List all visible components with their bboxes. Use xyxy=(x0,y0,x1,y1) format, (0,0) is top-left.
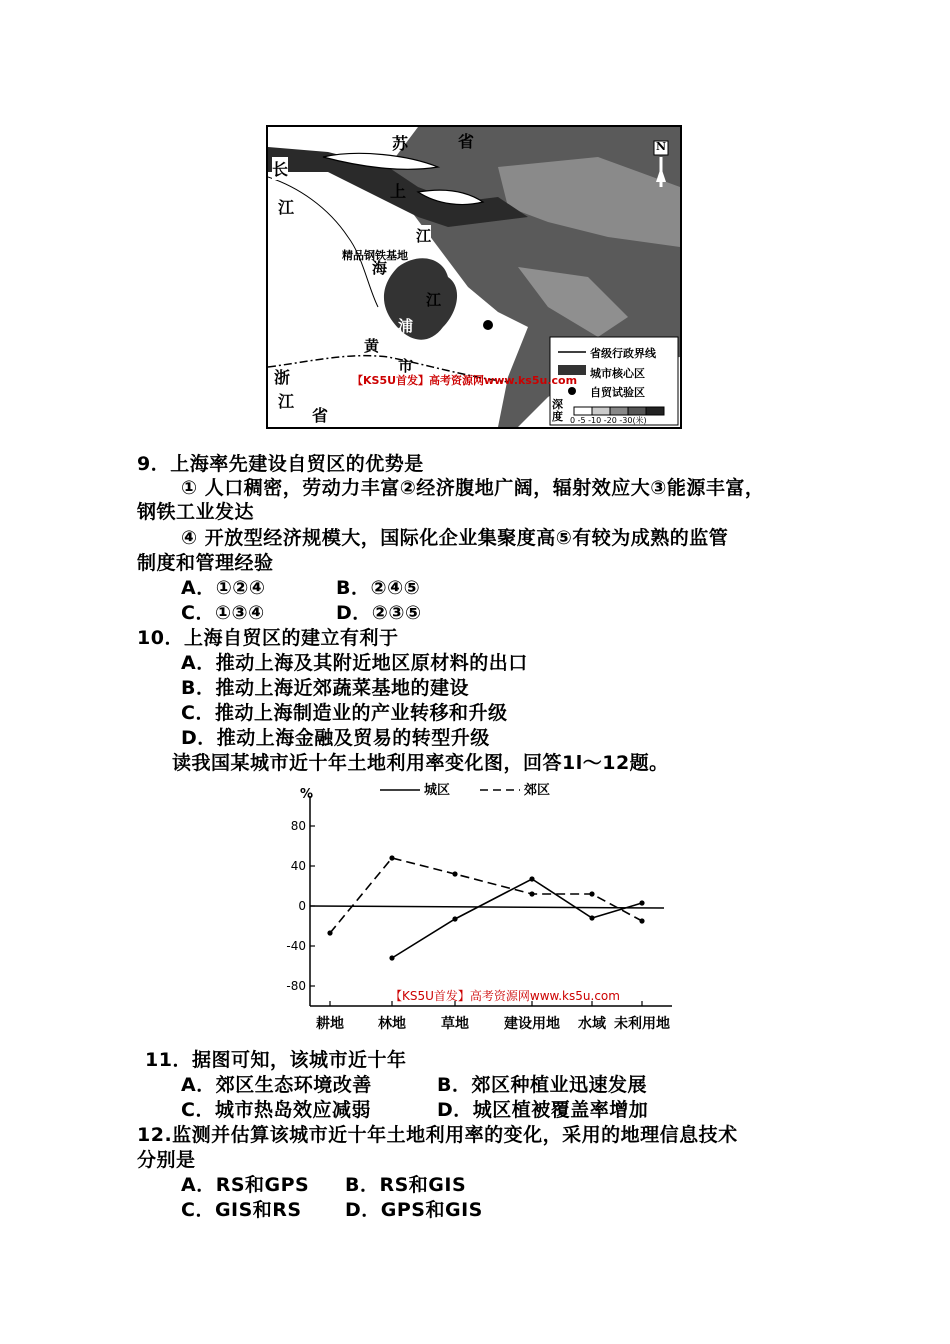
map-label-su: 苏 xyxy=(392,134,409,153)
q12-stem2: 分别是 xyxy=(137,1149,196,1171)
map-label-hai: 海 xyxy=(372,259,388,277)
y-tick-label: -40 xyxy=(286,939,306,953)
y-tick-label: 80 xyxy=(290,819,306,833)
x-tick-label: 建设用地 xyxy=(504,1016,560,1032)
map-label-shi: 市 xyxy=(398,357,414,375)
data-point-suburb xyxy=(452,871,457,876)
map-label-jiang-bottom: 江 xyxy=(278,392,295,411)
q12-option-d[interactable]: D．GPS和GIS xyxy=(345,1199,483,1221)
city-core xyxy=(384,258,457,339)
y-tick-label: 40 xyxy=(290,859,306,873)
map-label-jiang-mid: 江 xyxy=(416,227,432,245)
chart-svg xyxy=(280,778,700,1040)
q10-option-c[interactable]: C．推动上海制造业的产业转移和升级 xyxy=(181,702,508,724)
map-label-sheng-top: 省 xyxy=(458,132,475,151)
y-axis-label: % xyxy=(300,787,314,802)
q9-option-a[interactable]: A．①②④ xyxy=(181,577,266,599)
x-tick-label: 未利用地 xyxy=(614,1016,670,1032)
data-point-suburb xyxy=(327,930,332,935)
legend-ftz-swatch xyxy=(568,387,576,395)
q10-option-b[interactable]: B．推动上海近郊蔬菜基地的建设 xyxy=(181,677,469,699)
data-point-suburb xyxy=(639,918,644,923)
q9-option-b[interactable]: B．②④⑤ xyxy=(336,577,421,599)
ftz-dot xyxy=(483,320,493,330)
data-point-suburb xyxy=(389,855,394,860)
map-label-sheng-bottom: 省 xyxy=(312,406,329,425)
legend-ftz-text: 自贸试验区 xyxy=(590,386,645,399)
y-tick-label: 0 xyxy=(298,899,306,913)
data-point-urban xyxy=(529,876,534,881)
map-label-steel-base: 精品钢铁基地 xyxy=(342,249,408,262)
legend-boundary-text: 省级行政界线 xyxy=(590,347,656,360)
map-label-north: N xyxy=(656,140,667,153)
legend-depth-label: 深度 xyxy=(552,398,563,423)
series-line-suburb xyxy=(330,858,642,933)
q10-option-d[interactable]: D．推动上海金融及贸易的转型升级 xyxy=(181,727,490,749)
x-tick-label: 林地 xyxy=(378,1016,406,1032)
data-point-urban xyxy=(589,915,594,920)
q12-stem: 12.监测并估算该城市近十年土地利用率的变化，采用的地理信息技术 xyxy=(137,1124,738,1146)
zero-line xyxy=(310,906,664,908)
map-label-jiang-right: 江 xyxy=(426,291,442,309)
q9-option-c[interactable]: C．①③④ xyxy=(181,602,265,624)
q9-line1b: 钢铁工业发达 xyxy=(137,501,255,523)
q12-option-c[interactable]: C．GIS和RS xyxy=(181,1199,302,1221)
map-label-jiang-left: 江 xyxy=(278,198,295,217)
q10-stem: 10．上海自贸区的建立有利于 xyxy=(137,627,399,649)
data-point-suburb xyxy=(529,891,534,896)
q11-stem: 11．据图可知，该城市近十年 xyxy=(145,1049,407,1071)
legend-depth-scale: 0 -5 -10 -20 -30(米) xyxy=(570,416,647,425)
map-watermark: 【KS5U首发】高考资源网www.ks5u.com xyxy=(352,374,578,387)
x-tick-label: 草地 xyxy=(441,1016,469,1032)
y-tick-label: -80 xyxy=(286,979,306,993)
q10-option-a[interactable]: A．推动上海及其附近地区原材料的出口 xyxy=(181,652,528,674)
q11-option-b[interactable]: B．郊区种植业迅速发展 xyxy=(437,1074,647,1096)
q9-line2: ④ 开放型经济规模大，国际化企业集聚度高⑤有较为成熟的监管 xyxy=(181,527,729,549)
q9-stem: 9．上海率先建设自贸区的优势是 xyxy=(137,453,424,475)
q9-line1: ① 人口稠密，劳动力丰富②经济腹地广阔，辐射效应大③能源丰富， xyxy=(181,477,765,499)
chart-intro: 读我国某城市近十年土地利用率变化图，回答1l～12题。 xyxy=(172,752,669,774)
q9-line2b: 制度和管理经验 xyxy=(137,552,274,574)
legend-label-suburb: 郊区 xyxy=(524,783,551,798)
legend-label-urban: 城区 xyxy=(424,783,451,798)
land-use-chart xyxy=(280,778,700,1040)
q11-option-a[interactable]: A．郊区生态环境改善 xyxy=(181,1074,372,1096)
map-label-huang: 黄 xyxy=(364,337,380,355)
map-label-shang: 上 xyxy=(390,182,407,201)
data-point-urban xyxy=(452,916,457,921)
data-point-suburb xyxy=(589,891,594,896)
q12-option-a[interactable]: A．RS和GPS xyxy=(181,1174,310,1196)
map-label-zhe: 浙 xyxy=(274,368,291,387)
shanghai-map xyxy=(266,125,682,429)
map-label-pu: 浦 xyxy=(398,317,414,335)
q11-option-d[interactable]: D．城区植被覆盖率增加 xyxy=(437,1099,649,1121)
data-point-urban xyxy=(389,955,394,960)
x-tick-label: 水域 xyxy=(578,1016,606,1032)
legend-core-text: 城市核心区 xyxy=(590,367,645,380)
chart-watermark: 【KS5U首发】高考资源网www.ks5u.com xyxy=(390,989,620,1003)
map-label-chang: 长 xyxy=(272,157,288,180)
q12-option-b[interactable]: B．RS和GIS xyxy=(345,1174,467,1196)
data-point-urban xyxy=(639,900,644,905)
q9-option-d[interactable]: D．②③⑤ xyxy=(336,602,422,624)
x-tick-label: 耕地 xyxy=(316,1016,344,1032)
q11-option-c[interactable]: C．城市热岛效应减弱 xyxy=(181,1099,371,1121)
